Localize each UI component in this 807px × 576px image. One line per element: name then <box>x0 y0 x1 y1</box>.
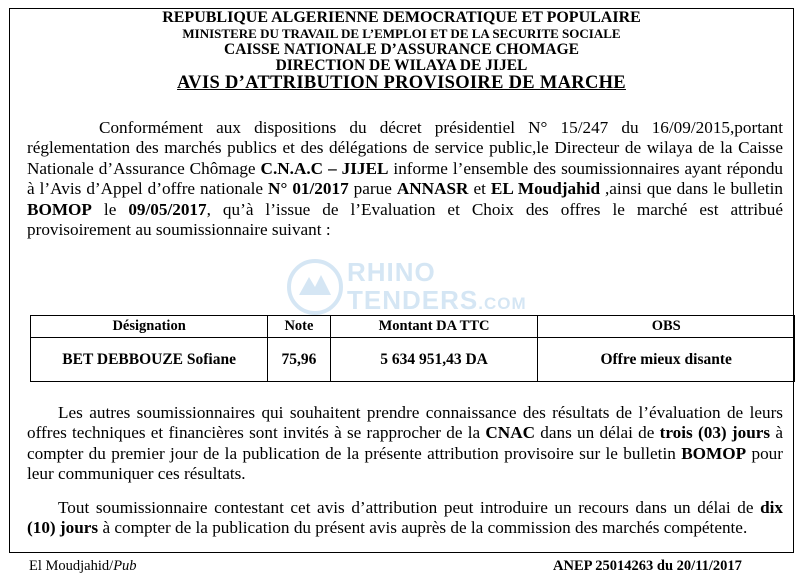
header-direction: DIRECTION DE WILAYA DE JIJEL <box>275 57 528 74</box>
award-table <box>30 315 795 382</box>
header-ministry: MINISTERE DU TRAVAIL DE L’EMPLOI ET DE LA SECURITE SOCIALE <box>182 26 621 41</box>
col-montant: Montant DA TTC <box>330 316 538 338</box>
others-paragraph: Les autres soumissionnaires qui souhaitent prendre connaissance des résultats de l’évaluation de leurs offres techniques et financières sont invités à se rapprocher de la CNAC dans un délai de trois (03) jours à compter du premier jour de la publication de la présente attribution provisoire sur le bulletin BOMOP pour leur communiquer ces résultats. <box>27 403 783 484</box>
rhino-logo-icon <box>285 257 345 317</box>
header-agency: CAISSE NATIONALE D’ASSURANCE CHOMAGE <box>224 41 579 58</box>
footer-anep-reference: ANEP 25014263 du 20/11/2017 <box>553 558 742 574</box>
col-designation: Désignation <box>31 316 268 338</box>
notice-title: AVIS D’ATTRIBUTION PROVISOIRE DE MARCHE <box>177 73 626 93</box>
watermark-line2: TENDERS.COM <box>347 285 527 315</box>
cell-note: 75,96 <box>268 338 330 382</box>
cell-montant: 5 634 951,43 DA <box>330 338 538 382</box>
table-row <box>31 338 795 382</box>
table-header-row <box>31 316 795 338</box>
intro-paragraph: Conformément aux dispositions du décret présidentiel N° 15/247 du 16/09/2015,portant réglementation des marchés publics et des délégations de service public,le Directeur de wilaya de la Caisse Nationale d’Assurance Chômage C.N.A.C – JIJEL informe l’ensemble des soumissionnaires ayant répondu à l’Avis d’Appel d’offre nationale N° 01/2017 parue ANNASR et EL Moudjahid ,ainsi que dans le bulletin BOMOP le 09/05/2017, qu’à l’issue de l’Evaluation et Choix des offres le marché est attribué provisoirement au soumissionnaire suivant : <box>27 118 784 240</box>
recourse-paragraph: Tout soumissionnaire contestant cet avis d’attribution peut introduire un recours dans un délai de dix (10) jours à compter de la publication du présent avis auprès de la commission des marchés compétente. <box>27 498 783 538</box>
header-republic: REPUBLIQUE ALGERIENNE DEMOCRATIQUE ET POPULAIRE <box>162 9 641 26</box>
watermark-line1: RHINO <box>347 257 436 287</box>
cell-designation: BET DEBBOUZE Sofiane <box>31 338 268 382</box>
footer-publication: El Moudjahid/Pub <box>29 558 137 574</box>
col-obs: OBS <box>538 316 795 338</box>
cell-obs: Offre mieux disante <box>538 338 795 382</box>
col-note: Note <box>268 316 330 338</box>
